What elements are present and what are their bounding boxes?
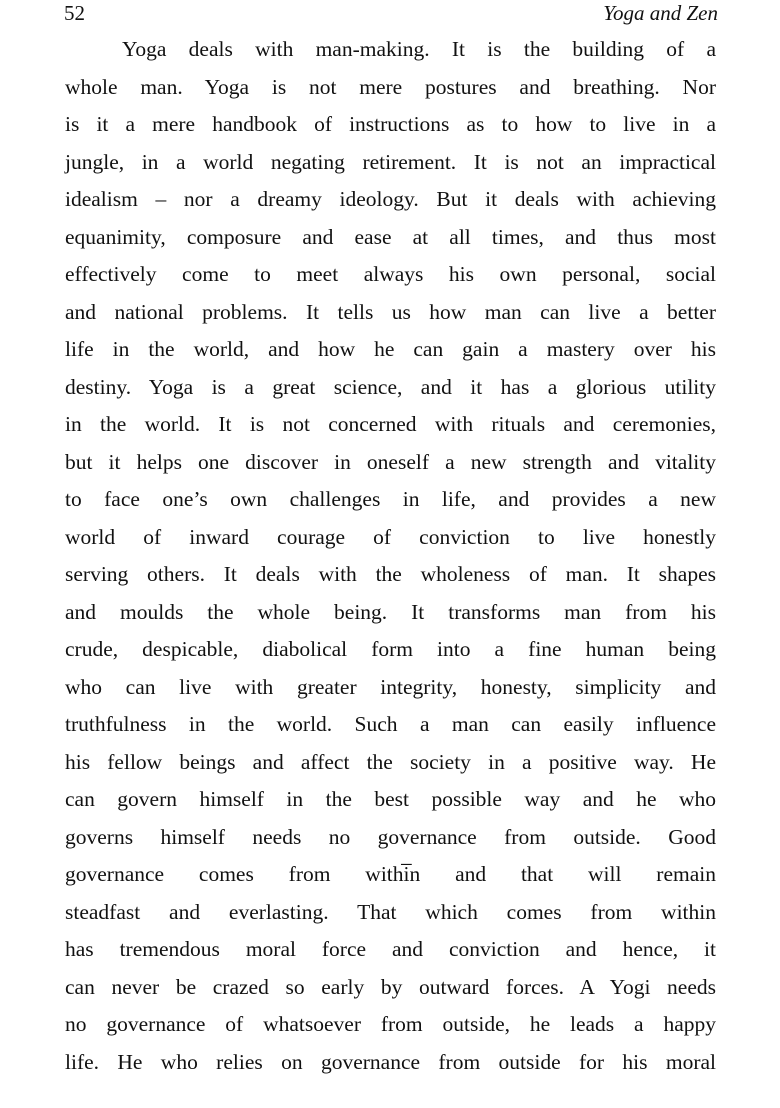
text-line: has tremendous moral force and conviction and hence, it [65,937,716,961]
text-line: Yoga deals with man-making. It is the building of a [122,37,716,61]
text-line: is it a mere handbook of instructions as to how to live in a [65,112,716,136]
text-line: whole man. Yoga is not mere postures and breathing. Nor [65,74,716,99]
text-line: effectively come to meet always his own personal, social [65,262,716,286]
text-line: destiny. Yoga is a great science, and it has a glorious utility [65,374,716,399]
text-line: governance comes from withi̅n and that will remain [65,862,716,886]
text-line: steadfast and everlasting. That which comes from within [65,899,716,924]
text-line: world of inward courage of conviction to live honestly [65,524,716,549]
text-line: in the world. It is not concerned with rituals and ceremonies, [65,412,716,436]
text-line: but it helps one discover in oneself a new strength and vitality [65,449,716,474]
text-line: life. He who relies on governance from outside for his moral [65,1049,716,1074]
text-line: jungle, in a world negating retirement. It is not an impractical [65,149,716,174]
text-line: truthfulness in the world. Such a man can easily influence [65,712,716,736]
text-line: idealism – nor a dreamy ideology. But it deals with achieving [65,187,716,211]
page-number: 52 [64,1,85,25]
running-title: Yoga and Zen [603,1,718,25]
text-line: serving others. It deals with the wholeness of man. It shapes [65,562,716,586]
text-line: his fellow beings and affect the society in a positive way. He [65,749,716,774]
text-line: and national problems. It tells us how man can live a better [65,299,716,324]
text-line: can govern himself in the best possible way and he who [65,787,716,811]
text-line: who can live with greater integrity, honesty, simplicity and [65,674,716,699]
text-line: can never be crazed so early by outward forces. A Yogi needs [65,974,716,999]
text-line: equanimity, composure and ease at all times, and thus most [65,224,716,249]
text-line: to face one’s own challenges in life, and provides a new [65,487,716,511]
text-line: no governance of whatsoever from outside, he leads a happy [65,1012,716,1036]
text-line: governs himself needs no governance from outside. Good [65,824,716,849]
text-line: and moulds the whole being. It transforms man from his [65,599,716,624]
text-line: crude, despicable, diabolical form into a fine human being [65,637,716,661]
text-line: life in the world, and how he can gain a mastery over his [65,337,716,361]
body-paragraph [65,31,716,1081]
